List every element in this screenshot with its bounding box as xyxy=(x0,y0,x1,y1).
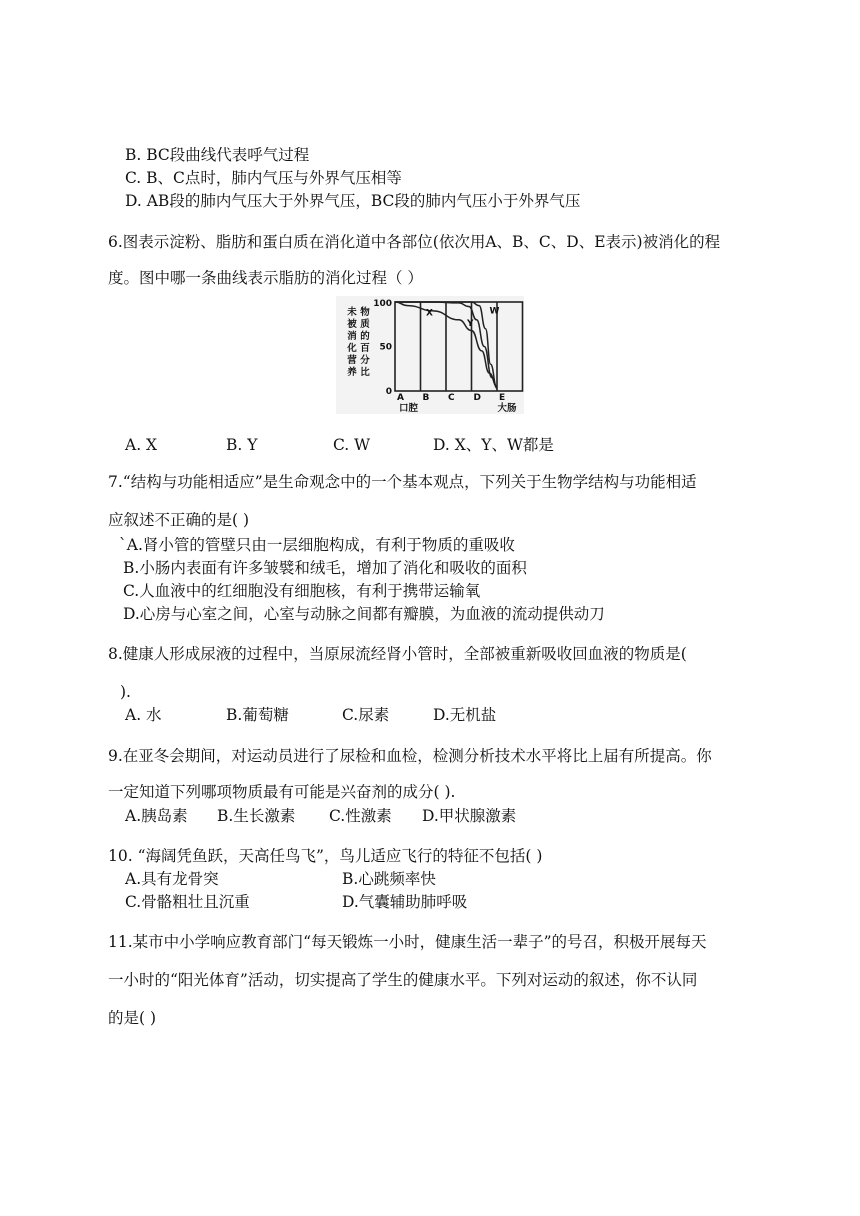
y-tick-label: 100 xyxy=(373,299,392,309)
q8-option-c: C.尿素 xyxy=(342,706,390,724)
q6-option-d: D. X、Y、W都是 xyxy=(433,436,554,454)
y-axis-label-char: 养 xyxy=(347,367,357,378)
y-axis-label-char: 营 xyxy=(347,355,357,366)
y-axis-label-char: 的 xyxy=(360,331,370,342)
q10-option-a: A.具有龙骨突 xyxy=(125,870,219,888)
q9-option-b: B.生长激素 xyxy=(217,807,296,825)
q11-stem-line1: 11.某市中小学响应教育部门“每天锻炼一小时，健康生活一辈子”的号召，积极开展每天 xyxy=(108,933,707,951)
q8-option-b: B.葡萄糖 xyxy=(226,706,289,724)
curve-label-x: X xyxy=(425,308,433,319)
y-tick-label: 50 xyxy=(379,342,392,353)
q6-option-c: C. W xyxy=(333,436,371,454)
q5-option-c: C. B、C点时，肺内气压与外界气压相等 xyxy=(125,169,402,187)
q5-option-d: D. AB段的肺内气压大于外界气压，BC段的肺内气压小于外界气压 xyxy=(125,192,581,210)
x-section-label: E xyxy=(499,393,506,403)
y-axis-label-char: 百 xyxy=(360,343,370,354)
q7-stem-line2: 应叙述不正确的是( ) xyxy=(108,511,250,529)
q7-stem-line1: 7.“结构与功能相适应”是生命观念中的一个基本观点，下列关于生物学结构与功能相适 xyxy=(108,473,697,491)
q8-option-a: A. 水 xyxy=(125,706,162,724)
curve-label-w: W xyxy=(489,306,500,317)
y-axis-label-char: 分 xyxy=(360,355,370,366)
q7-option-a: `A.肾小管的管壁只由一层细胞构成，有利于物质的重吸收 xyxy=(119,536,515,554)
q9-stem-line2: 一定知道下列哪项物质最有可能是兴奋剂的成分( ). xyxy=(108,783,456,801)
q10-option-c: C.骨骼粗壮且沉重 xyxy=(125,893,250,911)
q10-option-d: D.气囊辅助肺呼吸 xyxy=(342,893,468,911)
q8-stem-line1: 8.健康人形成尿液的过程中，当原尿流经肾小管时，全部被重新吸收回血液的物质是( xyxy=(108,645,687,663)
q8-option-d: D.无机盐 xyxy=(433,706,497,724)
curve-label-y: Y xyxy=(466,319,474,330)
x-section-label: B xyxy=(422,393,430,403)
y-axis-label-char: 化 xyxy=(347,343,357,354)
digestion-chart xyxy=(336,296,524,414)
x-section-label: D xyxy=(473,393,481,403)
q6-option-b: B. Y xyxy=(226,436,258,454)
x-section-label: C xyxy=(448,393,455,403)
y-tick-label: 0 xyxy=(385,387,392,397)
x-section-label: A xyxy=(397,393,404,403)
q6-stem-line2: 度。图中哪一条曲线表示脂肪的消化过程（ ） xyxy=(108,269,423,287)
q6-stem-line1: 6.图表示淀粉、脂肪和蛋白质在消化道中各部位(依次用A、B、C、D、E表示)被消化的程 xyxy=(108,233,721,251)
x-label-mouth: 口腔 xyxy=(399,403,419,414)
q7-option-d: D.心房与心室之间，心室与动脉之间都有瓣膜，为血液的流动提供动刀 xyxy=(123,605,605,623)
q11-stem-line3: 的是( ) xyxy=(108,1009,157,1027)
q11-stem-line2: 一小时的“阳光体育”活动，切实提高了学生的健康水平。下列对运动的叙述，你不认同 xyxy=(108,971,698,989)
y-axis-label-char: 比 xyxy=(360,367,370,378)
q9-option-c: C.性激素 xyxy=(329,807,392,825)
q7-option-b: B.小肠内表面有许多皱襞和绒毛，增加了消化和吸收的面积 xyxy=(123,559,527,577)
q10-stem: 10. “海阔凭鱼跃，天高任鸟飞”，鸟儿适应飞行的特征不包括( ) xyxy=(108,847,543,865)
y-axis-label-char: 质 xyxy=(360,319,370,330)
x-label-large-intestine: 大肠 xyxy=(497,403,517,414)
y-axis-label-char: 物 xyxy=(360,307,370,318)
q9-option-a: A.胰岛素 xyxy=(125,807,188,825)
q6-option-a: A. X xyxy=(125,436,158,454)
y-axis-label-char: 被 xyxy=(347,319,357,330)
y-axis-label-char: 消 xyxy=(347,331,357,342)
q7-option-c: C.人血液中的红细胞没有细胞核，有利于携带运输氧 xyxy=(123,582,481,600)
q9-option-d: D.甲状腺激素 xyxy=(422,807,517,825)
q8-stem-line2: ). xyxy=(120,683,131,701)
q10-option-b: B.心跳频率快 xyxy=(342,870,436,888)
q5-option-b: B. BC段曲线代表呼气过程 xyxy=(125,146,310,164)
q9-stem-line1: 9.在亚冬会期间，对运动员进行了尿检和血检，检测分析技术水平将比上届有所提高。你 xyxy=(108,747,712,765)
y-axis-label-char: 未 xyxy=(347,307,357,318)
